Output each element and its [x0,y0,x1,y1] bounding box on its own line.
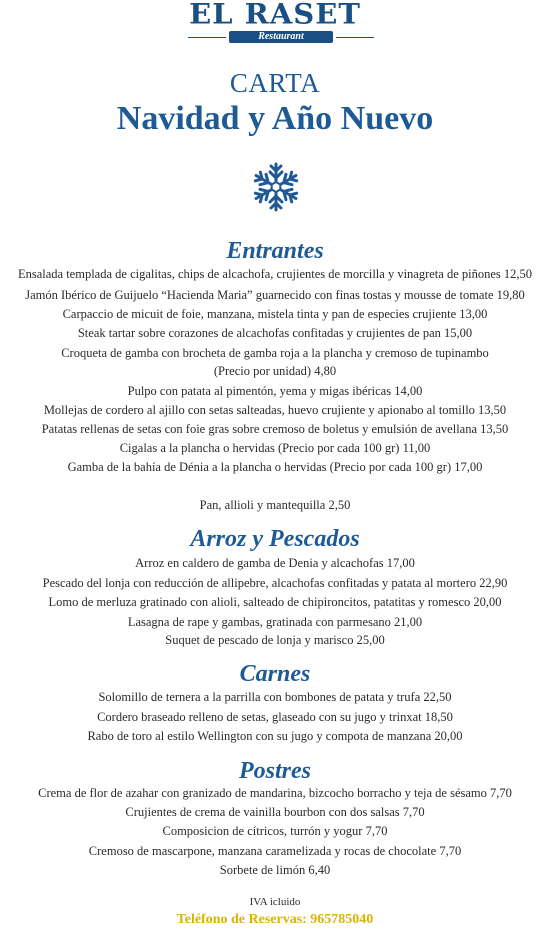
restaurant-logo [0,0,550,50]
menu-item-bread: Pan, allioli y mantequilla 2,50 [199,498,351,512]
menu-item: Suquet de pescado de lonja y marisco 25,00 [165,633,385,647]
menu-item: Steak tartar sobre corazones de alcachofas confitadas y crujientes de pan 15,00 [77,326,473,340]
reservation-phone[interactable]: Teléfono de Reservas: 965785040 [176,912,374,927]
menu-item: Jamón Ibérico de Guijuelo “Hacienda Maria” guarnecido con finas tostas y mousse de tomate 19,80 [25,288,525,302]
menu-item: Crujientes de crema de vainilla bourbon con dos salsas 7,70 [125,805,425,819]
logo-name: EL RASET [189,0,361,31]
logo-tagline: Restaurant [229,31,333,43]
menu-item: Rabo de toro al estilo Wellington con su jugo y compota de manzana 20,00 [87,729,463,743]
page-title: Navidad y Año Nuevo [116,100,434,137]
menu-item: Solomillo de ternera a la parrilla con bombones de patata y trufa 22,50 [98,690,452,704]
menu-item: Pulpo con patata al pimentón, yema y migas ibéricas 14,00 [127,384,423,398]
menu-item: Ensalada templada de cigalitas, chips de alcachofa, crujientes de morcilla y vinagreta de piñones 12,50 [17,267,533,281]
menu-item-price-note: (Precio por unidad) 4,80 [213,364,337,378]
snowflake-icon [250,161,302,213]
menu-item: Cigalas a la plancha o hervidas (Precio por cada 100 gr) 11,00 [119,441,431,455]
tax-note: IVA icluido [249,896,301,908]
menu-item: Crema de flor de azahar con granizado de mandarina, bizcocho borracho y teja de sésamo 7,70 [38,786,512,800]
menu-item: Pescado del lonja con reducción de allipebre, alcachofas confitadas y patata al mortero 22,90 [42,576,508,590]
logo-rule-right [336,37,374,38]
menu-item: Carpaccio de micuit de foie, manzana, mistela tinta y pan de especies crujiente 13,00 [62,307,488,321]
menu-item: Arroz en caldero de gamba de Denia y alcachofas 17,00 [135,556,415,570]
menu-item: Lomo de merluza gratinado con alioli, salteado de chipironcitos, patatitas y romesco 20,00 [48,595,502,609]
menu-item: Gamba de la bahía de Dénia a la plancha o hervidas (Precio por cada 100 gr) 17,00 [67,460,483,474]
logo-rule-left [188,37,226,38]
menu-item: Cordero braseado relleno de setas, glaseado con su jugo y trinxat 18,50 [97,710,453,724]
menu-item: Composicion de cítricos, turrón y yogur 7,70 [162,824,388,838]
section-title-entrantes: Entrantes [226,238,324,264]
section-title-carnes: Carnes [239,661,311,687]
menu-item: Croqueta de gamba con brocheta de gamba roja a la plancha y cremoso de tupinambo [61,346,489,360]
menu-item: Sorbete de limón 6,40 [219,863,331,877]
menu-label: CARTA [229,68,321,98]
menu-item: Mollejas de cordero al ajillo con setas salteadas, huevo crujiente y apionabo al tomillo 13,50 [43,403,507,417]
menu-item: Patatas rellenas de setas con foie gras sobre cremoso de boletus y emulsión de avellana 13,50 [41,422,509,436]
menu-item: Lasagna de rape y gambas, gratinada con parmesano 21,00 [127,615,423,629]
section-title-arroz: Arroz y Pescados [190,526,360,552]
menu-item: Cremoso de mascarpone, manzana caramelizada y rocas de chocolate 7,70 [88,844,462,858]
section-title-postres: Postres [239,758,311,784]
